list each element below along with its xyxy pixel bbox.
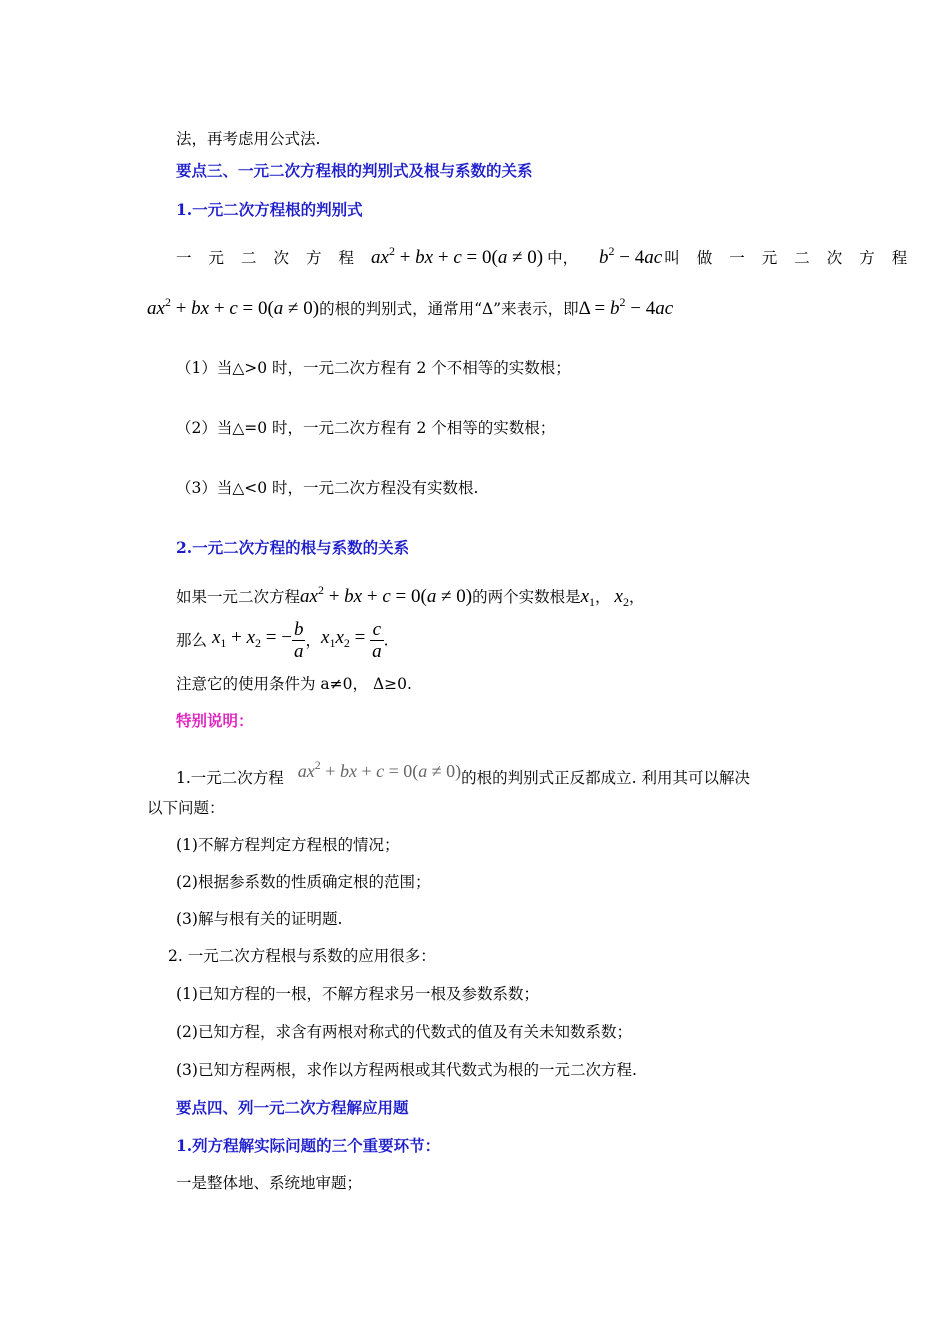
- fraction-c-over-a: $\frac{c}{a}$: [372, 619, 382, 662]
- text-span: 的根的判别式正反都成立. 利用其可以解决: [461, 769, 750, 787]
- text-span: 中，: [547, 249, 579, 267]
- list-item: (2)根据参系数的性质确定根的范围；: [176, 873, 431, 891]
- list-item: (3)已知方程两根，求作以方程两根或其代数式为根的一元二次方程.: [176, 1061, 637, 1079]
- fraction-b-over-a: $\frac{b}{a}$: [293, 619, 304, 662]
- section-heading-4: 要点四、列一元二次方程解应用题: [176, 1098, 409, 1117]
- text-span: 叫做一元二次方程: [664, 249, 925, 267]
- delta-formula: $\Delta = b^2 - 4ac$: [578, 295, 674, 319]
- subheading-vieta: 2.一元二次方程的根与系数的关系: [176, 538, 410, 557]
- case-zero: （2）当△=0 时，一元二次方程有 2 个相等的实数根；: [176, 419, 556, 437]
- subheading-discriminant: 1.一元二次方程根的判别式: [176, 200, 363, 219]
- note-2: 2. 一元二次方程根与系数的应用很多：: [168, 947, 436, 965]
- text-span: 1.一元二次方程: [176, 769, 284, 787]
- special-note-heading: 特别说明：: [176, 711, 254, 730]
- text-span: 的两个实数根是: [472, 588, 581, 606]
- vieta-line-1: 如果一元二次方程$ax^2$ + bx + c = 0(a ≠ 0)的两个实数根是$x_1$， $x_2$，: [176, 583, 645, 609]
- case-negative: （3）当△<0 时，一元二次方程没有实数根.: [176, 479, 479, 497]
- discriminant-definition-line-1: [176, 240, 924, 269]
- equation: $ax^2$ + bx + c = 0(a ≠ 0): [300, 583, 473, 607]
- text-line: 法，再考虑用公式法.: [176, 130, 321, 148]
- text-span: 的根的判别式，通常用“Δ”来表示，即: [319, 300, 579, 318]
- usage-condition: 注意它的使用条件为 a≠0， Δ≥0.: [176, 675, 412, 693]
- list-item: (1)不解方程判定方程根的情况；: [176, 836, 400, 854]
- equation: $ax^2$ + bx + c = 0(a ≠ 0): [371, 244, 544, 268]
- list-item: (2)已知方程，求含有两根对称式的代数式的值及有关未知数系数；: [176, 1023, 632, 1041]
- note-1-line-2: 以下问题：: [147, 799, 225, 817]
- list-item: (1)已知方程的一根，不解方程求另一根及参数系数；: [176, 985, 539, 1003]
- discriminant-definition-line-2: [147, 291, 673, 320]
- roots: $x_1$: [580, 586, 596, 609]
- text-span: 一元二次方程: [176, 249, 372, 267]
- product-of-roots: $x_1x_2$ =: [321, 627, 371, 650]
- equation: $ax^2$ + bx + c = 0(a ≠ 0): [147, 295, 320, 319]
- text-line: 一是整体地、系统地审题；: [176, 1174, 363, 1192]
- text-span: 如果一元二次方程: [176, 588, 301, 606]
- subheading-three-steps: 1.列方程解实际问题的三个重要环节：: [176, 1136, 441, 1155]
- equation-image: $ax^2$ + bx + c = 0(a ≠ 0): [297, 758, 462, 781]
- section-heading-3: 要点三、一元二次方程根的判别式及根与系数的关系: [176, 161, 533, 180]
- vieta-line-2: 那么 $x_1 + x_2$ = − $\frac{b}{a}$ ，$x_1x_2$ = $\frac{c}{a}$ .: [176, 619, 389, 662]
- roots: $x_2$: [614, 586, 629, 609]
- case-positive: （1）当△>0 时，一元二次方程有 2 个不相等的实数根；: [176, 359, 571, 377]
- note-1-line-1: [176, 760, 750, 789]
- discriminant-expr: $b^2 - 4ac$: [599, 244, 663, 268]
- text-span: 那么: [176, 631, 208, 650]
- sum-of-roots: $x_1 + x_2$ = −: [211, 627, 292, 650]
- list-item: (3)解与根有关的证明题.: [176, 910, 343, 928]
